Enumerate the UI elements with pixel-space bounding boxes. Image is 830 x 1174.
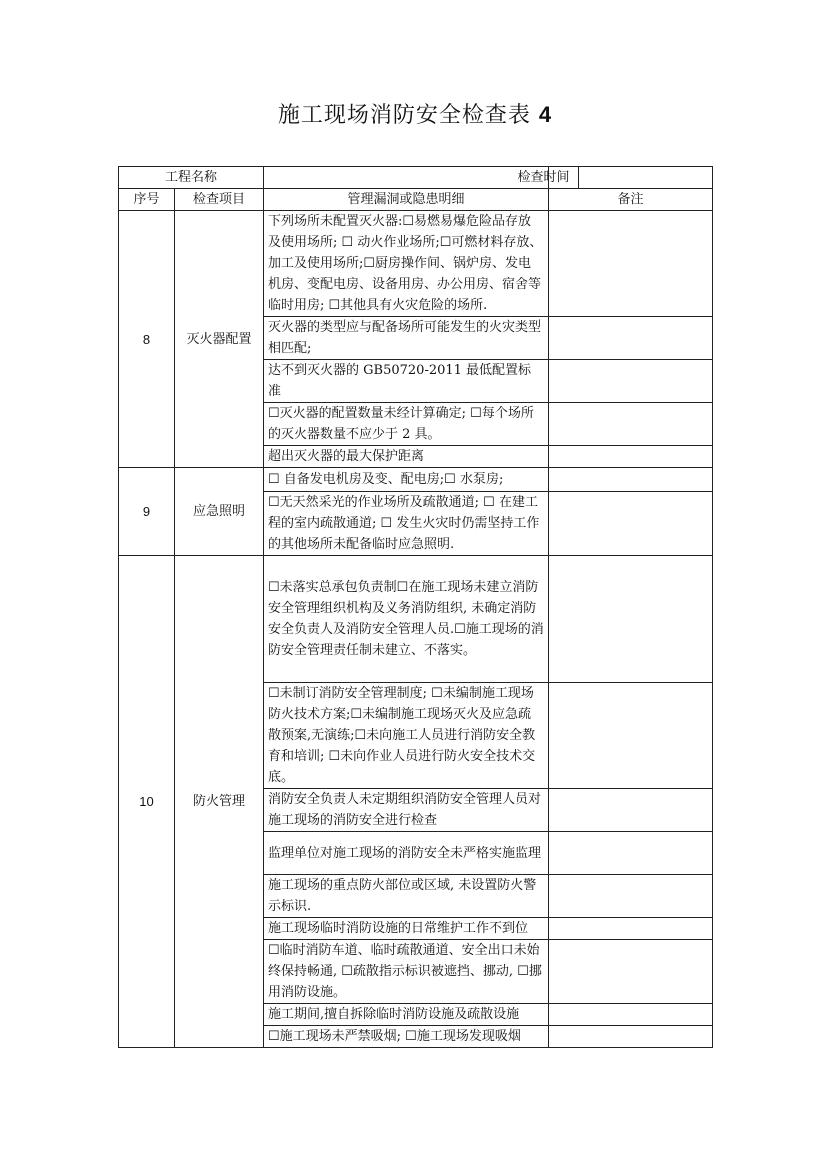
col-seq-header: 序号 bbox=[119, 189, 175, 211]
remark-cell[interactable] bbox=[549, 403, 713, 446]
detail-cell: 施工现场临时消防设施的日常维护工作不到位 bbox=[264, 918, 549, 940]
remark-cell[interactable] bbox=[549, 940, 713, 1004]
remark-cell[interactable] bbox=[549, 446, 713, 468]
col-item-header: 检查项目 bbox=[175, 189, 264, 211]
check-date-field[interactable] bbox=[579, 167, 713, 189]
detail-cell: 下列场所未配置灭火器:☐易燃易爆危险品存放及使用场所; ☐ 动火作业场所;☐可燃材料存放、加工及使用场所;☐厨房操作间、锅炉房、发电机房、变配电房、设备用房、办公用房、宿舍等临时用房; ☐其他具有火灾危险的场所. bbox=[264, 211, 549, 317]
project-name-label: 工程名称 bbox=[119, 167, 264, 189]
table-row bbox=[119, 468, 713, 492]
detail-cell: 施工期间,擅自拆除临时消防设施及疏散设施 bbox=[264, 1004, 549, 1026]
detail-cell: 消防安全负责人未定期组织消防安全管理人员对施工现场的消防安全进行检查 bbox=[264, 789, 549, 832]
remark-cell[interactable] bbox=[549, 683, 713, 789]
check-date-label bbox=[517, 167, 579, 189]
inspection-table bbox=[118, 166, 713, 1048]
remark-cell[interactable] bbox=[549, 1004, 713, 1026]
remark-cell[interactable] bbox=[549, 468, 713, 492]
col-detail-header: 管理漏洞或隐患明细 bbox=[264, 189, 549, 211]
sections-body bbox=[119, 211, 713, 1048]
seq-cell: 10 bbox=[119, 556, 175, 1048]
seq-cell: 9 bbox=[119, 468, 175, 556]
remark-cell[interactable] bbox=[549, 492, 713, 556]
remark-cell[interactable] bbox=[549, 360, 713, 403]
detail-cell: ☐未落实总承包负责制☐在施工现场未建立消防安全管理组织机构及义务消防组织, 未确定消防安全负责人及消防安全管理人员.☐施工现场的消防安全管理责任制未建立、不落实。 bbox=[264, 556, 549, 683]
seq-cell: 8 bbox=[119, 211, 175, 468]
project-name-field[interactable] bbox=[264, 167, 549, 189]
header-row-project bbox=[119, 167, 713, 189]
title-text: 施工现场消防安全检查表 bbox=[277, 103, 531, 128]
detail-cell: 监理单位对施工现场的消防安全未严格实施监理 bbox=[264, 832, 549, 875]
remark-cell[interactable] bbox=[549, 875, 713, 918]
detail-cell: ☐施工现场未严禁吸烟; ☐施工现场发现吸烟 bbox=[264, 1026, 549, 1048]
item-cell: 防火管理 bbox=[175, 556, 264, 1048]
detail-cell: 施工现场的重点防火部位或区域, 未设置防火警示标识. bbox=[264, 875, 549, 918]
detail-cell: 超出灭火器的最大保护距离 bbox=[264, 446, 549, 468]
item-cell: 应急照明 bbox=[175, 468, 264, 556]
detail-cell: ☐灭火器的配置数量未经计算确定; ☐每个场所的灭火器数量不应少于 2 具。 bbox=[264, 403, 549, 446]
page-title bbox=[0, 98, 830, 129]
detail-cell: 达不到灭火器的 GB50720-2011 最低配置标准 bbox=[264, 360, 549, 403]
item-cell: 灭火器配置 bbox=[175, 211, 264, 468]
check-date-label-text: 检查时间 bbox=[517, 170, 570, 185]
remark-cell[interactable] bbox=[549, 317, 713, 360]
column-header-row bbox=[119, 189, 713, 211]
detail-cell: ☐无天然采光的作业场所及疏散通道; ☐ 在建工程的室内疏散通道; ☐ 发生火灾时仍需坚持工作的其他场所未配备临时应急照明. bbox=[264, 492, 549, 556]
table-row bbox=[119, 211, 713, 317]
remark-cell[interactable] bbox=[549, 1026, 713, 1048]
remark-cell[interactable] bbox=[549, 211, 713, 317]
detail-cell: ☐ 自备发电机房及变、配电房;☐ 水泵房; bbox=[264, 468, 549, 492]
detail-cell: ☐未制订消防安全管理制度; ☐未编制施工现场防火技术方案;☐未编制施工现场灭火及应急疏散预案,无演练;☐未向施工人员进行消防安全教育和培训; ☐未向作业人员进行防火安全技术交底。 bbox=[264, 683, 549, 789]
table-row bbox=[119, 556, 713, 683]
remark-cell[interactable] bbox=[549, 556, 713, 683]
title-number: 4 bbox=[538, 102, 553, 127]
remark-cell[interactable] bbox=[549, 832, 713, 875]
detail-cell: 灭火器的类型应与配备场所可能发生的火灾类型相匹配; bbox=[264, 317, 549, 360]
remark-cell[interactable] bbox=[549, 918, 713, 940]
col-remark-header: 备注 bbox=[549, 189, 713, 211]
remark-cell[interactable] bbox=[549, 789, 713, 832]
detail-cell: ☐临时消防车道、临时疏散通道、安全出口未始终保持畅通, ☐疏散指示标识被遮挡、挪动, ☐挪用消防设施。 bbox=[264, 940, 549, 1004]
